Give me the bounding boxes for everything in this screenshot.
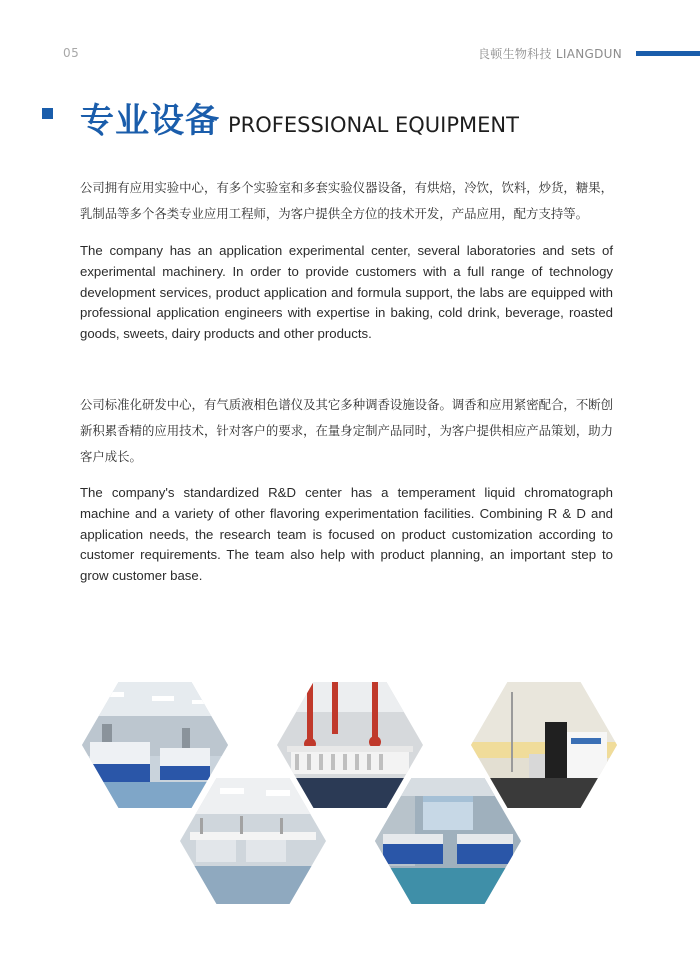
page-number: 05 bbox=[63, 46, 80, 60]
title-chinese: 专业设备 bbox=[80, 101, 220, 141]
rd-description-english: The company's standardized R&D center has a temperament liquid chromatograph machine and a variety of other flavoring experimentation facilities. Combining R & D and application needs, the research team is focused on product customization according to customer requirements. The team also help with product planning, an important step to grow customer base. bbox=[80, 485, 613, 584]
page-title bbox=[80, 93, 519, 142]
title-square-icon bbox=[42, 108, 53, 119]
lab-photo-hexagon bbox=[375, 778, 521, 904]
lab-photo-hexagon bbox=[180, 778, 326, 904]
brand-accent-bar bbox=[636, 51, 700, 56]
lab-description-english: The company has an application experimental center, several laboratories and sets of experimental machinery. In order to provide customers with a full range of technology development services, product application and formula support, the labs are equipped with professional application engineers with expertise in baking, cold drink, beverage, roasted goods, sweets, dairy products and other products. bbox=[80, 243, 613, 342]
brand-name: 良顿生物科技 LIANGDUN bbox=[477, 47, 622, 61]
lab-photo-hexagon bbox=[471, 682, 617, 808]
title-english: PROFESSIONAL EQUIPMENT bbox=[228, 113, 519, 137]
lab-photo-hexagon bbox=[82, 682, 228, 808]
rd-description-chinese: 公司标准化研发中心，有气质液相色谱仪及其它多种调香设施设备。调香和应用紧密配合，不断创新积累香精的应用技术，针对客户的要求，在量身定制产品同时，为客户提供相应产品策划，助力客户成长。 bbox=[80, 397, 613, 464]
lab-photo-hexagon bbox=[277, 682, 423, 808]
lab-description-chinese: 公司拥有应用实验中心，有多个实验室和多套实验仪器设备，有烘焙，冷饮，饮料，炒货，糖果，乳制品等多个各类专业应用工程师，为客户提供全方位的技术开发，产品应用，配方支持等。 bbox=[80, 180, 613, 221]
